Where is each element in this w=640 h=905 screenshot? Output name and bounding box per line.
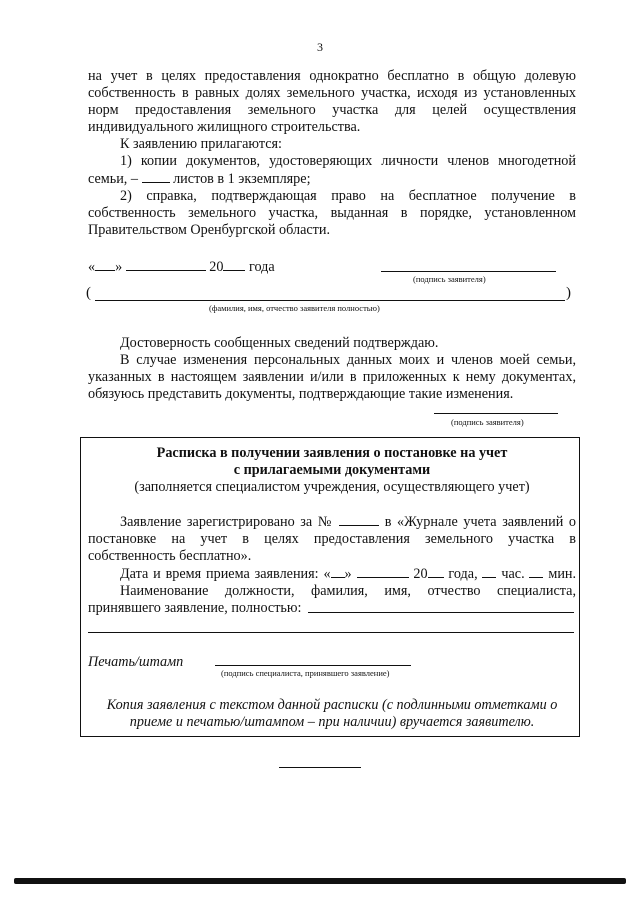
attachment-item-1-count: семьи, – листов в 1 экземпляре; [88, 171, 311, 187]
text-line: Правительством Оренбургской области. [88, 222, 331, 238]
applicant-fullname-line[interactable] [95, 300, 565, 301]
text-line: постановке на учет в целях предоставления земельного участка в [88, 531, 576, 547]
confirmation-signature-caption: (подпись заявителя) [451, 417, 524, 427]
specialist-position-line: Наименование должности, фамилия, имя, отчество специалиста, [120, 583, 576, 599]
text-line: указанных в настоящем заявлении и/или в приложенных к нему документах, [88, 369, 576, 385]
stamp-label: Печать/штамп [88, 654, 184, 670]
receipt-title: Расписка в получении заявления о постановке на учет с прилагаемыми документами [156, 445, 508, 478]
text-line: собственность в равных долях земельного участка, исходя из установленных [88, 85, 576, 101]
end-divider [279, 767, 361, 768]
text-line: индивидуального жилищного строительства. [88, 119, 361, 135]
text-line: собственность бесплатно». [88, 548, 252, 564]
paren-open: ( [86, 285, 91, 301]
confirmation-text: Достоверность сообщенных сведений подтверждаю. [120, 335, 439, 351]
text-line: обязуюсь представить документы, подтверждающие такие изменения. [88, 386, 514, 402]
page-number: 3 [317, 40, 323, 54]
registration-number-blank[interactable] [339, 513, 379, 526]
receipt-minute-blank[interactable] [529, 565, 543, 578]
applicant-fullname-caption: (фамилия, имя, отчество заявителя полностью) [209, 303, 380, 313]
applicant-signature-caption: (подпись заявителя) [413, 274, 486, 284]
confirmation-block [88, 335, 576, 403]
receipt-day-blank[interactable] [331, 565, 345, 578]
day-blank[interactable] [95, 258, 115, 271]
scan-footer-bar [14, 878, 626, 884]
text-line: на учет в целях предоставления однократно бесплатно в общую долевую [88, 68, 576, 84]
application-continuation [88, 68, 576, 239]
specialist-name-line-2[interactable] [88, 632, 574, 633]
receipt-year-blank[interactable] [428, 565, 444, 578]
receipt-hour-blank[interactable] [482, 565, 496, 578]
attachment-item-1: 1) копии документов, удостоверяющих личности членов многодетной [120, 153, 576, 169]
sheets-count-blank[interactable] [142, 170, 170, 183]
year-blank[interactable] [223, 258, 245, 271]
text-line: норм предоставления земельного участка для целей осуществления [88, 102, 576, 118]
confirmation-signature-line[interactable] [434, 413, 558, 414]
registration-block: Заявление зарегистрировано за № в «Журнале учета заявлений о постановке на учет в целях предоставления земельного участка в собственность бесплатно». Дата и время приема заявления: « » 20 года, час. мин. Наименование должности, фамилия, имя, отчество специалиста, принявшего заявление, полностью: [88, 514, 577, 616]
attachments-heading: К заявлению прилагаются: [120, 136, 282, 152]
paren-close: ) [566, 285, 571, 301]
specialist-name-line-1[interactable] [308, 612, 574, 613]
specialist-name-label: принявшего заявление, полностью: [88, 600, 302, 616]
text-line: собственность земельного участка, выданная в порядке, установленном [88, 205, 576, 221]
text-line: В случае изменения персональных данных моих и членов моей семьи, [120, 352, 576, 368]
month-blank[interactable] [126, 258, 206, 271]
attachment-item-2: 2) справка, подтверждающая право на бесплатное получение в [120, 188, 576, 204]
specialist-signature-line[interactable] [215, 665, 411, 666]
specialist-signature-caption: (подпись специалиста, принявшего заявление) [221, 668, 390, 678]
application-date: « » 20 года [88, 259, 275, 275]
receipt-month-blank[interactable] [357, 565, 409, 578]
receipt-datetime-line: Дата и время приема заявления: « » 20 года, час. мин. [120, 566, 577, 582]
applicant-signature-line[interactable] [381, 271, 556, 272]
receipt-subtitle: (заполняется специалистом учреждения, осуществляющего учет) [134, 479, 530, 495]
copy-note: Копия заявления с текстом данной расписки (с подлинными отметками о приеме и печатью/штампом – при наличии) вручается заявителю. [106, 697, 558, 730]
